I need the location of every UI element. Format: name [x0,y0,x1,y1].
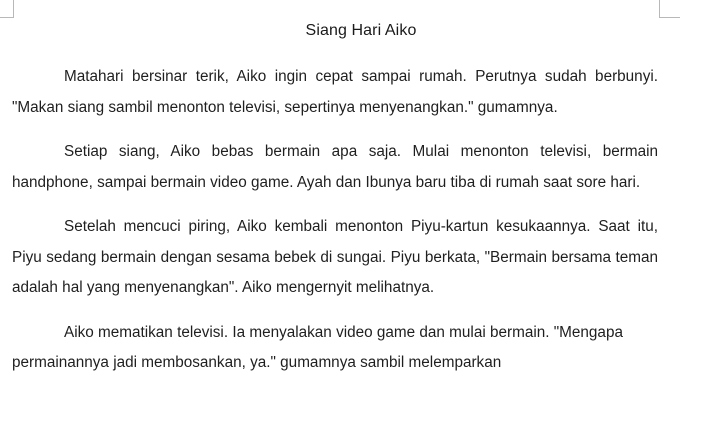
document-body [12,62,658,393]
document-title: Siang Hari Aiko [305,22,417,39]
page-corner-mark-left [0,0,14,18]
paragraph-3: Setelah mencuci piring, Aiko kembali menonton Piyu-kartun kesukaannya. Saat itu, Piyu sedang bermain dengan sesama bebek di sungai. Piyu berkata, "Bermain bersama teman adalah hal yang menyenangkan". Aiko mengernyit melihatnya. [12,218,658,296]
page-corner-mark-right [659,0,680,18]
paragraph-1: Matahari bersinar terik, Aiko ingin cepat sampai rumah. Perutnya sudah berbunyi. "Makan siang sambil menonton televisi, sepertinya menyenangkan." gumamnya. [12,68,658,116]
paragraph-4: Aiko mematikan televisi. Ia menyalakan video game dan mulai bermain. "Mengapa permainannya jadi membosankan, ya." gumamnya sambil melemparkan [12,323,623,371]
paragraph-2: Setiap siang, Aiko bebas bermain apa saja. Mulai menonton televisi, bermain handphone, sampai bermain video game. Ayah dan Ibunya baru tiba di rumah saat sore hari. [12,143,658,191]
